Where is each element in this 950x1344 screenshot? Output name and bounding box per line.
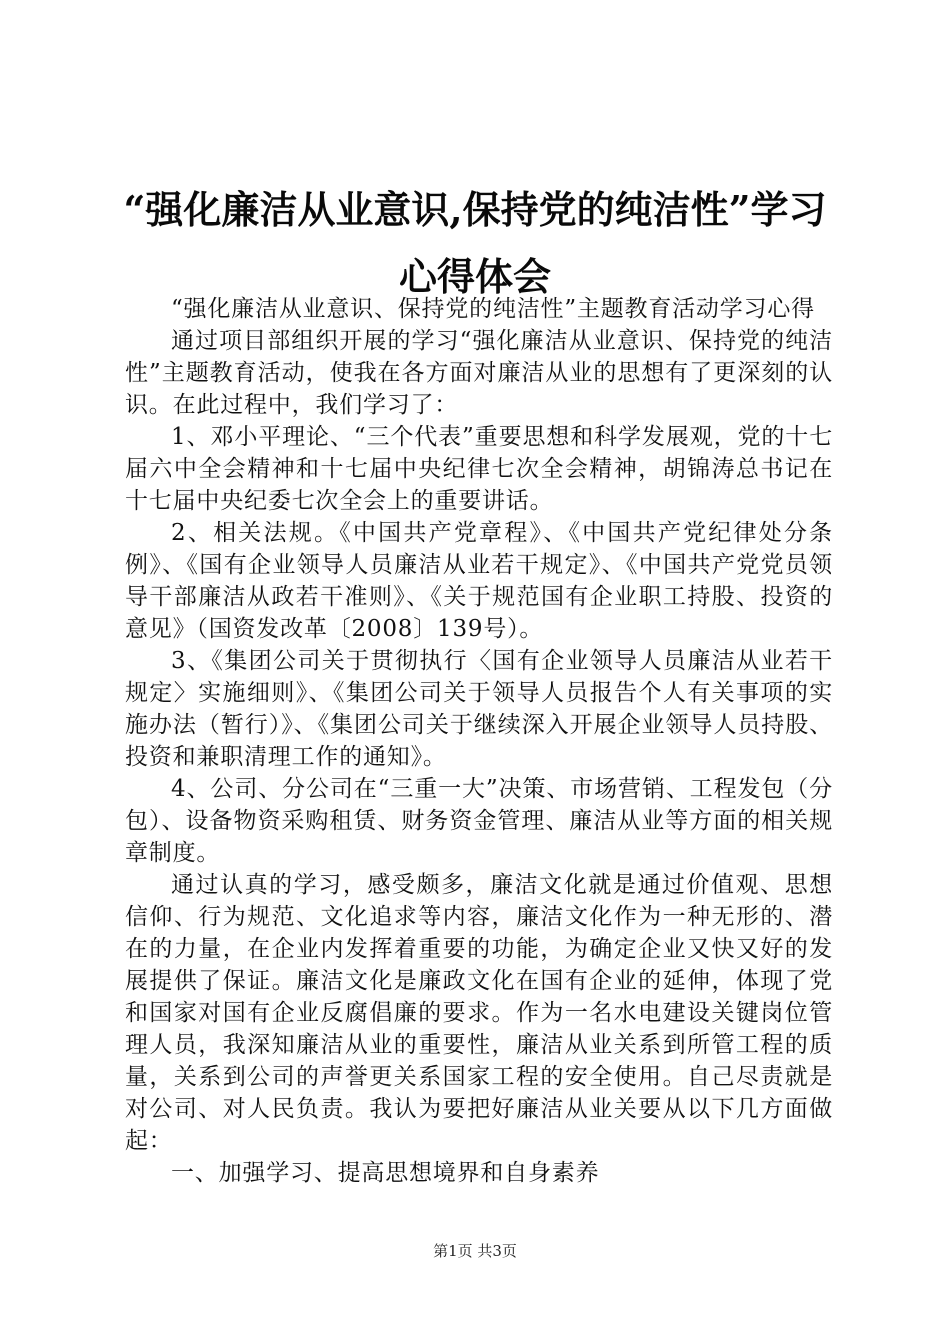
- title-line-2: 心得体会: [398, 254, 551, 299]
- paragraph-reflection: 通过认真的学习，感受颇多，廉洁文化就是通过价值观、思想信仰、行为规范、文化追求等内容，廉洁文化作为一种无形的、潜在的力量，在企业内发挥着重要的功能，为确定企业又快又好的发展提供了保证。廉洁文化是廉政文化在国有企业的延伸，体现了党和国家对国有企业反腐倡廉的要求。作为一名水电建设关键岗位管理人员，我深知廉洁从业的重要性，廉洁从业关系到所管工程的质量，关系到公司的声誉更关系国家工程的安全使用。自己尽责就是对公司、对人民负责。我认为要把好廉洁从业关要从以下几方面做起：: [125, 872, 833, 1154]
- title-line-1: “强化廉洁从业意识,保持党的纯洁性”学习: [123, 187, 827, 232]
- paragraph-item-3: 3、《集团公司关于贯彻执行〈国有企业领导人员廉洁从业若干规定〉实施细则》、《集团公司关于领导人员报告个人有关事项的实施办法（暂行）》、《集团公司关于继续深入开展企业领导人员持股、投资和兼职清理工作的通知》。: [125, 648, 833, 770]
- document-body: [125, 293, 833, 1189]
- paragraph-item-4: 4、公司、分公司在“三重一大”决策、市场营销、工程发包（分包）、设备物资采购租赁、财务资金管理、廉洁从业等方面的相关规章制度。: [125, 776, 833, 866]
- document-title: [60, 176, 890, 310]
- section-heading-1: 一、加强学习、提高思想境界和自身素养: [171, 1160, 600, 1186]
- paragraph-item-2: 2、相关法规。《中国共产党章程》、《中国共产党纪律处分条例》、《国有企业领导人员廉洁从业若干规定》、《中国共产党党员领导干部廉洁从政若干准则》、《关于规范国有企业职工持股、投资的意见》（国资发改革〔2008〕139号）。: [125, 520, 833, 642]
- paragraph-item-1: 1、邓小平理论、“三个代表”重要思想和科学发展观，党的十七届六中全会精神和十七届中央纪律七次全会精神，胡锦涛总书记在十七届中央纪委七次全会上的重要讲话。: [125, 424, 833, 514]
- paragraph-intro: 通过项目部组织开展的学习“强化廉洁从业意识、保持党的纯洁性”主题教育活动，使我在各方面对廉洁从业的思想有了更深刻的认识。在此过程中，我们学习了：: [125, 328, 833, 418]
- page-footer: 第1页 共3页: [433, 1242, 517, 1260]
- paragraph-subtitle: “强化廉洁从业意识、保持党的纯洁性”主题教育活动学习心得: [171, 296, 815, 322]
